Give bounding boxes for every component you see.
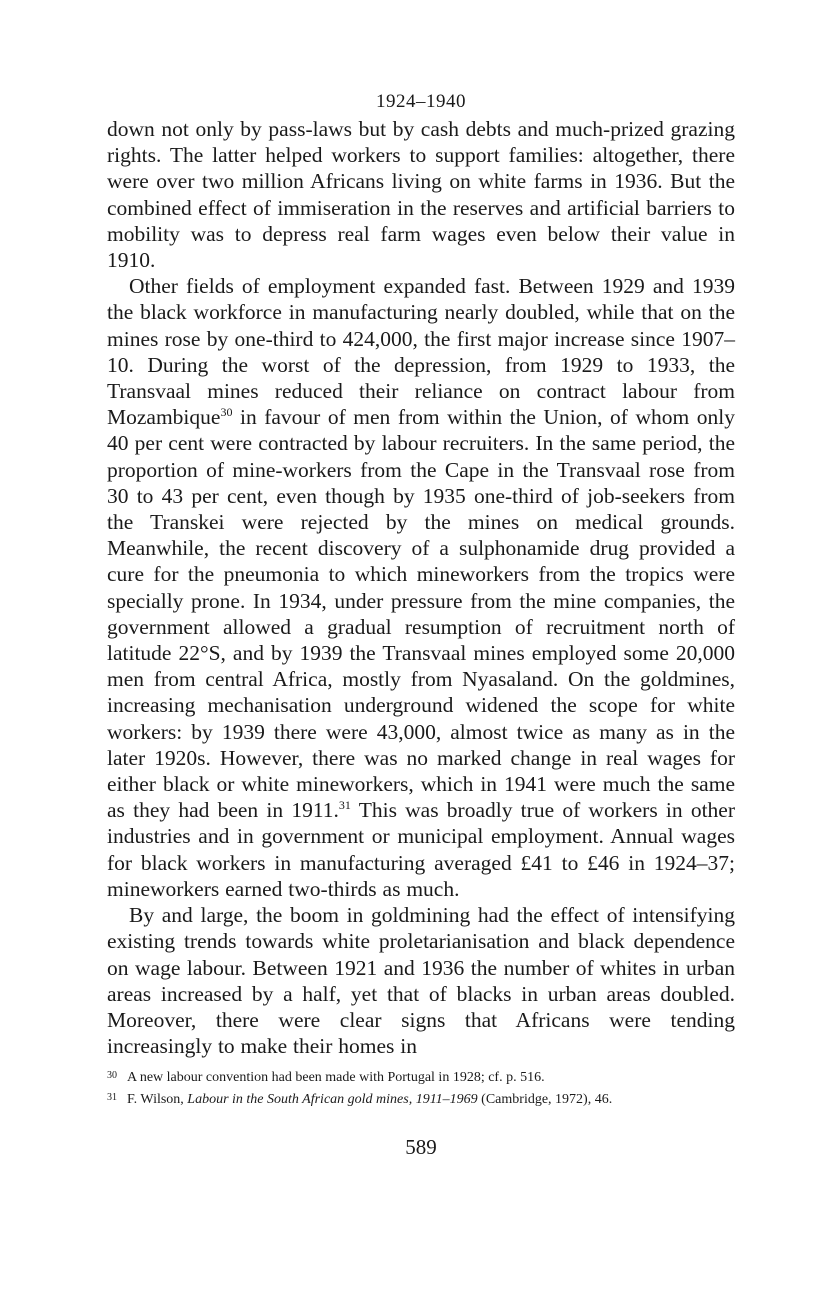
footnote-30 <box>107 1067 735 1089</box>
running-head: 1924–1940 <box>376 91 466 112</box>
paragraph-goldmining <box>107 902 735 1059</box>
book-page <box>107 88 735 1160</box>
footnote-text-segment: F. Wilson, <box>127 1092 188 1108</box>
paragraph-continuation <box>107 116 735 273</box>
footnote-number: 30 <box>107 1070 117 1082</box>
paragraph-text: By and large, the boom in goldmining had the effect of intensifying existing trends towards white proletarianisation and black dependence on wage labour. Between 1921 and 1936 the number of whites in urban areas increased by a half, yet that of blacks in urban areas doubled. Moreover, there were clear signs that Africans were tending increasingly to make their homes in <box>107 903 735 1059</box>
page-number: 589 <box>405 1135 437 1160</box>
footnote-text-segment: (Cambridge, 1972), 46. <box>477 1092 613 1108</box>
body-text <box>107 116 735 1059</box>
footnote-book-title: Labour in the South African gold mines, 1911–1969 <box>187 1092 478 1108</box>
footnote-text <box>127 1089 735 1110</box>
footnote-ref-30[interactable]: 30 <box>220 405 233 420</box>
footnote-number: 31 <box>107 1092 117 1104</box>
footnote-text <box>127 1067 735 1088</box>
paragraph-text: down not only by pass-laws but by cash debts and much-prized grazing rights. The latter helped workers to support families: altogether, there were over two million Africans living on white farms in 1936. But the combined effect of immiseration in the reserves and artificial barriers to mobility was to depress real farm wages even below their value in 1910. <box>107 117 735 273</box>
paragraph-text: in favour of men from within the Union, of whom only 40 per cent were contracted by labour recruiters. In the same period, the proportion of mine-workers from the Cape in the Transvaal rose from 30 to 43 per cent, even though by 1935 one-third of job-seekers from the Transkei were rejected by the mines on medical grounds. Meanwhile, the recent discovery of a sulphonamide drug provided a cure for the pneumonia to which mineworkers from the tropics were specially prone. In 1934, under pressure from the mine companies, the government allowed a gradual resumption of recruitment north of latitude 22°S, and by 1939 the Transvaal mines employed some 20,000 men from central Africa, mostly from Nyasaland. On the goldmines, increasing mechanisation underground widened the scope for white workers: by 1939 there were 43,000, almost twice as many as in the later 1920s. However, there was no marked change in real wages for either black or white mineworkers, which in 1941 were much the same as they had been in 1911. <box>107 405 735 823</box>
paragraph-text: This was broadly true of workers in other industries and in government or municipal employment. Annual wages for black workers in manufacturing averaged £41 to £46 in 1924–37; mineworkers earned two-thirds as much. <box>107 798 736 901</box>
footnote-text-segment: A new labour convention had been made with Portugal in 1928; cf. p. 516. <box>127 1070 545 1086</box>
footnote-31 <box>107 1089 735 1111</box>
footnote-ref-31[interactable]: 31 <box>338 798 351 813</box>
paragraph-text: Other fields of employment expanded fast. Between 1929 and 1939 the black workforce in manufacturing nearly doubled, while that on the mines rose by one-third to 424,000, the first major increase since 1907–10. During the worst of the depression, from 1929 to 1933, the Transvaal mines reduced their reliance on contract labour from Mozambique <box>107 274 735 430</box>
paragraph-employment <box>107 273 735 902</box>
footnotes <box>107 1067 735 1111</box>
